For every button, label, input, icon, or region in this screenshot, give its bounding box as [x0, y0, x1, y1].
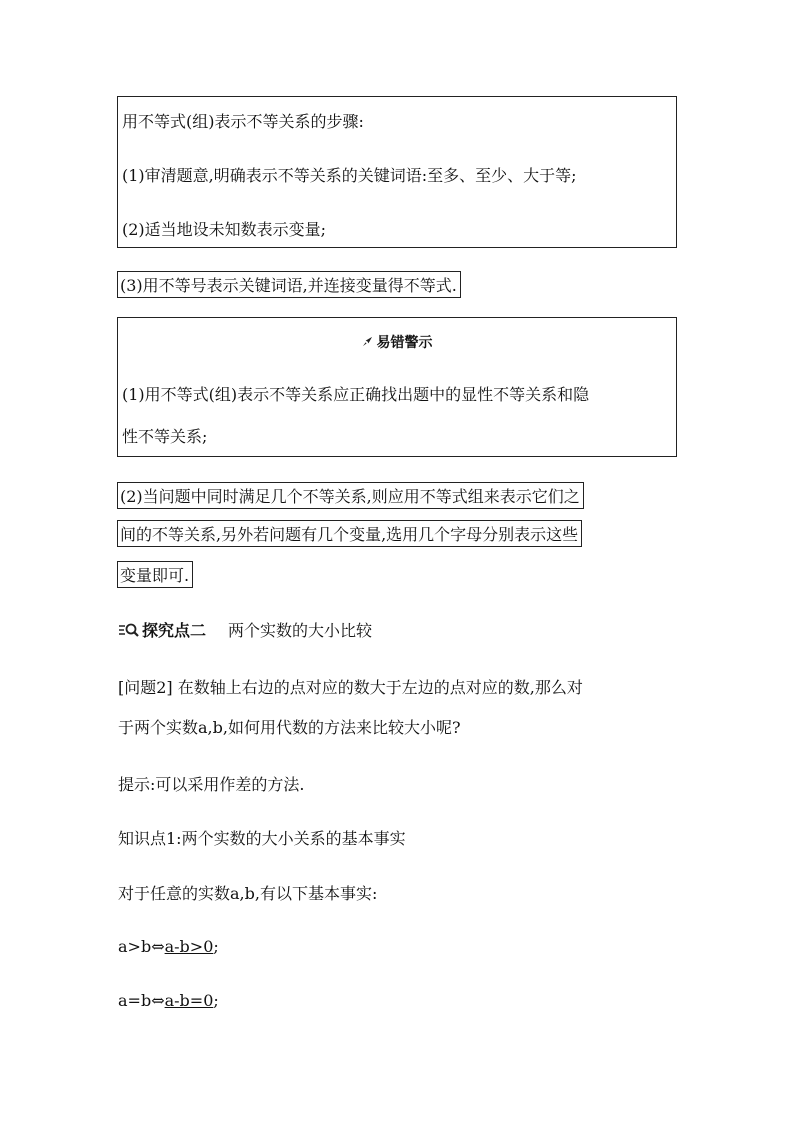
warning-item-2-line-2: 间的不等关系,另外若问题有几个变量,选用几个字母分别表示这些 [120, 525, 579, 544]
step-3-box [117, 271, 461, 298]
section-label: 探究点二 [142, 621, 207, 640]
section-topic: 两个实数的大小比较 [228, 621, 373, 640]
step-3: (3)用不等号表示关键词语,并连接变量得不等式. [120, 276, 457, 295]
warning-title: 易错警示 [118, 332, 676, 352]
warning-item-1-line-1: (1)用不等式(组)表示不等关系应正确找出题中的显性不等关系和隐 [122, 385, 590, 404]
steps-heading: 用不等式(组)表示不等关系的步骤: [122, 112, 364, 131]
warning-item-1-line-2: 性不等关系; [122, 427, 208, 446]
fact-2: a=b⇔a-b=0; [118, 991, 219, 1010]
fact-1: a>b⇔a-b>0; [118, 937, 219, 956]
steps-box [117, 96, 677, 248]
knowledge-intro: 对于任意的实数a,b,有以下基本事实: [118, 884, 378, 903]
knowledge-title: 知识点1:两个实数的大小关系的基本事实 [118, 829, 406, 848]
warning-item-2-line-1: (2)当问题中同时满足几个不等关系,则应用不等式组来表示它们之 [120, 487, 580, 506]
step-2: (2)适当地设未知数表示变量; [122, 220, 327, 239]
fact-1-answer: a-b>0 [164, 937, 214, 956]
magnifier-icon [118, 622, 140, 638]
warning-item-2-line-3-box [117, 561, 193, 588]
hint: 提示:可以采用作差的方法. [118, 775, 305, 794]
warning-item-2-line-3: 变量即可. [120, 566, 190, 585]
warning-item-2-line-1-box [117, 482, 584, 509]
step-1: (1)审清题意,明确表示不等关系的关键词语:至多、至少、大于等; [122, 166, 577, 185]
section-title [118, 618, 372, 641]
question-line-2: 于两个实数a,b,如何用代数的方法来比较大小呢? [118, 718, 461, 737]
warning-box [117, 317, 677, 457]
question-line-1: [问题2] 在数轴上右边的点对应的数大于左边的点对应的数,那么对 [118, 678, 583, 697]
warning-item-2-line-2-box [117, 520, 582, 547]
fact-2-answer: a-b=0 [164, 991, 214, 1010]
rocket-icon [362, 336, 373, 350]
